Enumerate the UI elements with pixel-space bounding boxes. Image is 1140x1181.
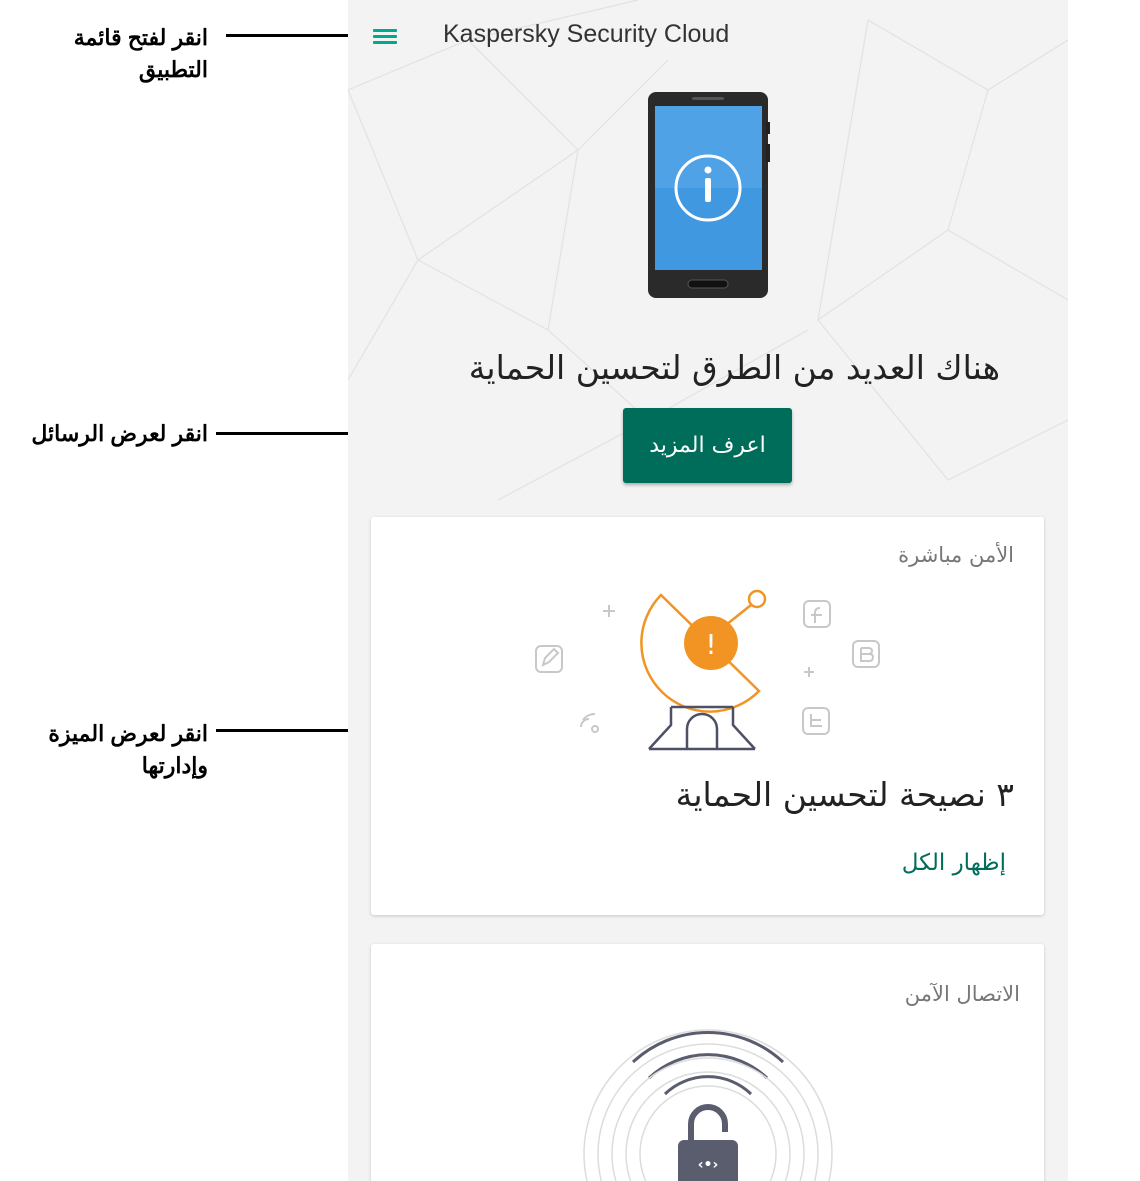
hero-headline: هناك العديد من الطرق لتحسين الحماية [468,348,1000,387]
secure-connection-card[interactable] [371,944,1044,1181]
app-screen [348,0,1068,1181]
callout-view-feature: انقر لعرض الميزة وإدارتها [48,721,208,778]
phone-info-icon [644,88,774,303]
app-title: Kaspersky Security Cloud [443,20,730,48]
show-all-link[interactable]: إظهار الكل [901,850,1006,876]
svg-text:!: ! [705,628,717,661]
callout-open-menu: انقر لفتح قائمة التطبيق [73,25,208,82]
learn-more-button[interactable]: اعرف المزيد [623,408,792,483]
top-bar [348,0,1068,74]
svg-text:‹•›: ‹•› [697,1157,719,1173]
satellite-dish-alert-icon [371,517,1044,767]
card-label: الأمن مباشرة [898,543,1014,567]
callout-view-messages: انقر لعرض الرسائل [31,421,208,446]
hamburger-menu-icon[interactable] [370,24,400,50]
security-live-card[interactable] [371,517,1044,915]
card-title: ٣ نصيحة لتحسين الحماية [675,775,1014,814]
secure-wifi-lock-icon [371,944,1044,1181]
card-label: الاتصال الآمن [904,982,1020,1006]
